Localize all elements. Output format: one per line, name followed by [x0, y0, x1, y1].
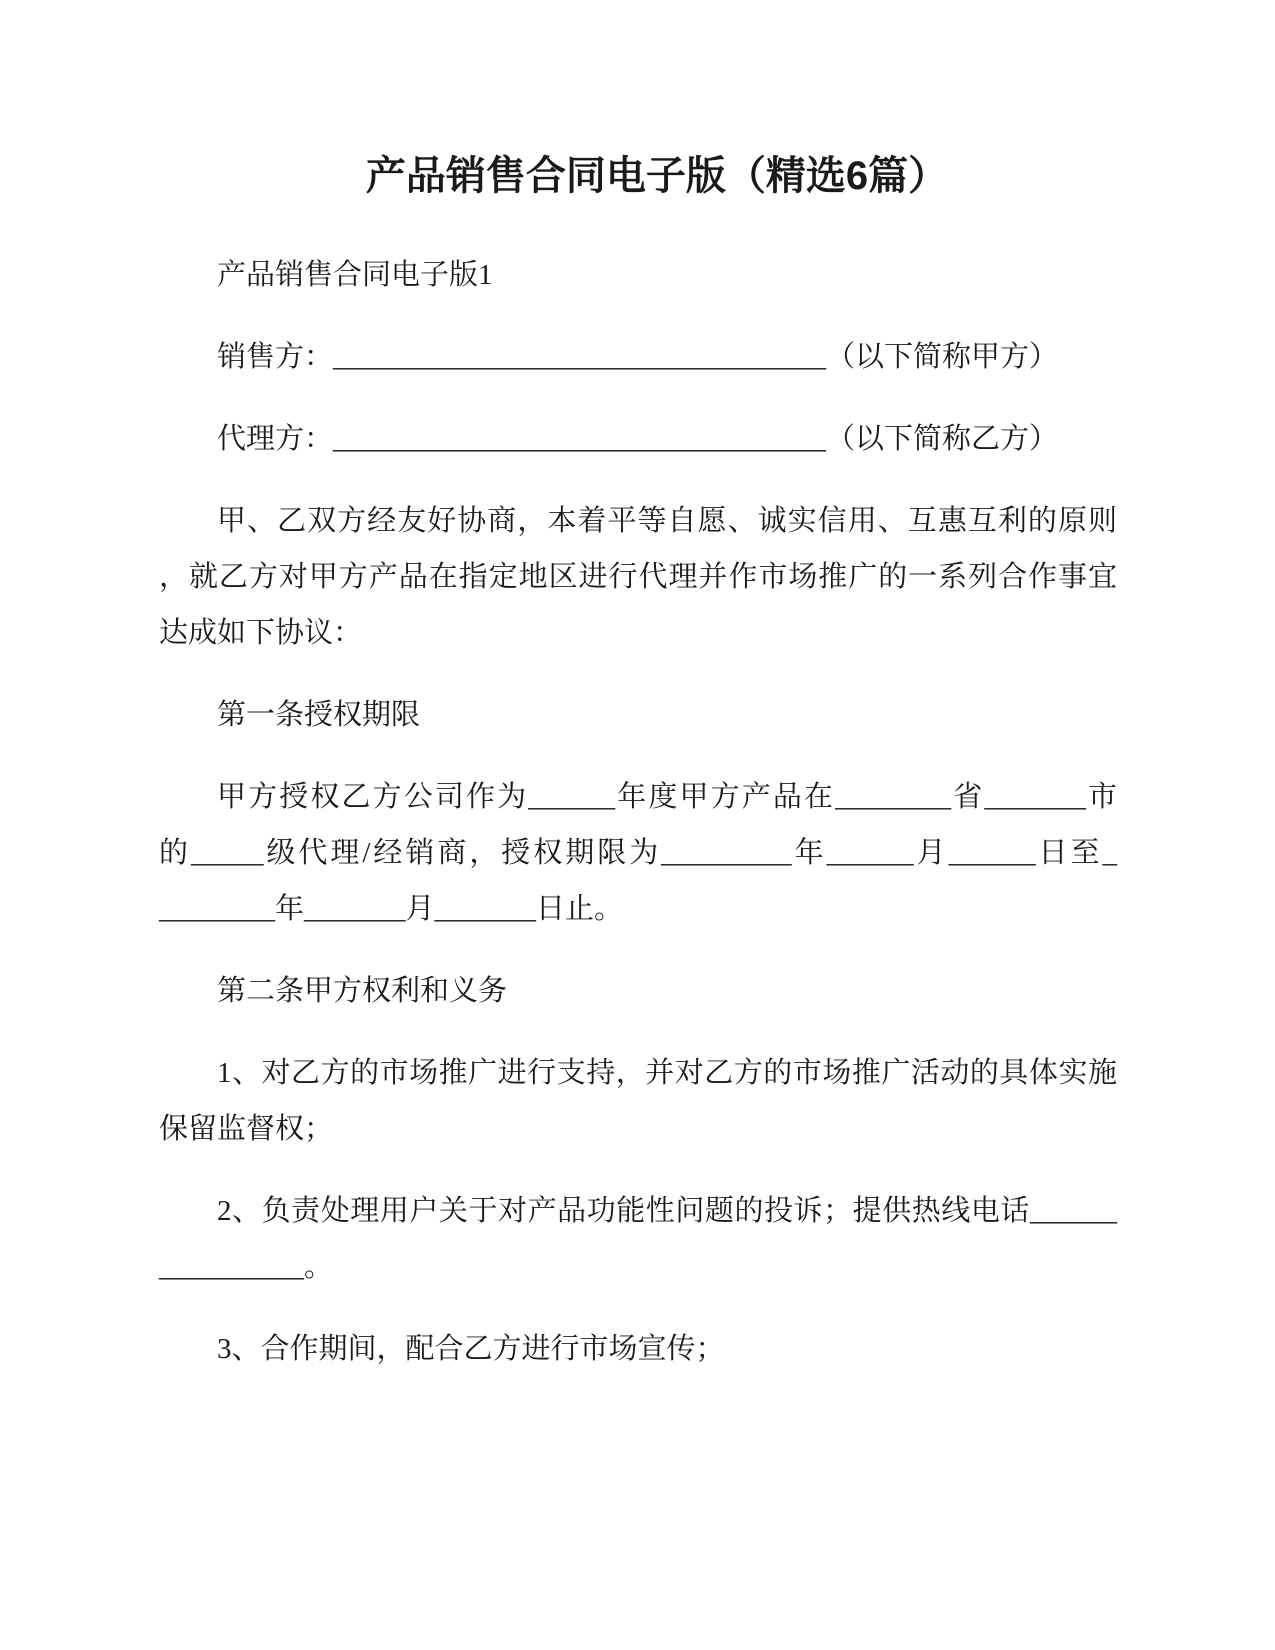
- text-line: 保留监督权；: [159, 1113, 334, 1145]
- section-heading: [159, 687, 1117, 743]
- text-line: 代理方：__________________________________（以下简称乙方）: [217, 423, 1059, 455]
- text-line: 的_____级代理/经销商，授权期限为_________年______月______日至_: [159, 837, 1117, 869]
- text-line: ，就乙方对甲方产品在指定地区进行代理并作市场推广的一系列合作事宜: [159, 561, 1117, 593]
- paragraph: [159, 1321, 1117, 1377]
- text-line: __________。: [159, 1251, 334, 1283]
- text-line: 1、对乙方的市场推广进行支持，并对乙方的市场推广活动的具体实施: [217, 1057, 1117, 1089]
- document-body: [159, 247, 1117, 1377]
- section-heading: [159, 963, 1117, 1019]
- text-line: ________年_______月_______日止。: [159, 893, 624, 925]
- text-line: 甲方授权乙方公司作为______年度甲方产品在________省_______市: [217, 781, 1117, 813]
- paragraph: [159, 1183, 1117, 1295]
- text-line: 2、负责处理用户关于对产品功能性问题的投诉；提供热线电话______: [217, 1195, 1117, 1227]
- paragraph: [159, 493, 1117, 661]
- text-line: 产品销售合同电子版1: [217, 259, 493, 291]
- paragraph: [159, 769, 1117, 937]
- document-title: 产品销售合同电子版（精选6篇）: [365, 154, 949, 198]
- text-line: 3、合作期间，配合乙方进行市场宣传；: [217, 1333, 725, 1365]
- paragraph: [159, 1045, 1117, 1157]
- paragraph: [159, 247, 1117, 303]
- text-line: 第一条授权期限: [217, 699, 421, 731]
- text-line: 第二条甲方权利和义务: [217, 975, 508, 1007]
- text-line: 销售方：__________________________________（以下简称甲方）: [217, 341, 1059, 373]
- paragraph: [159, 411, 1117, 467]
- text-line: 达成如下协议：: [159, 617, 363, 649]
- text-line: 甲、乙双方经友好协商，本着平等自愿、诚实信用、互惠互利的原则: [217, 505, 1117, 537]
- paragraph: [159, 329, 1117, 385]
